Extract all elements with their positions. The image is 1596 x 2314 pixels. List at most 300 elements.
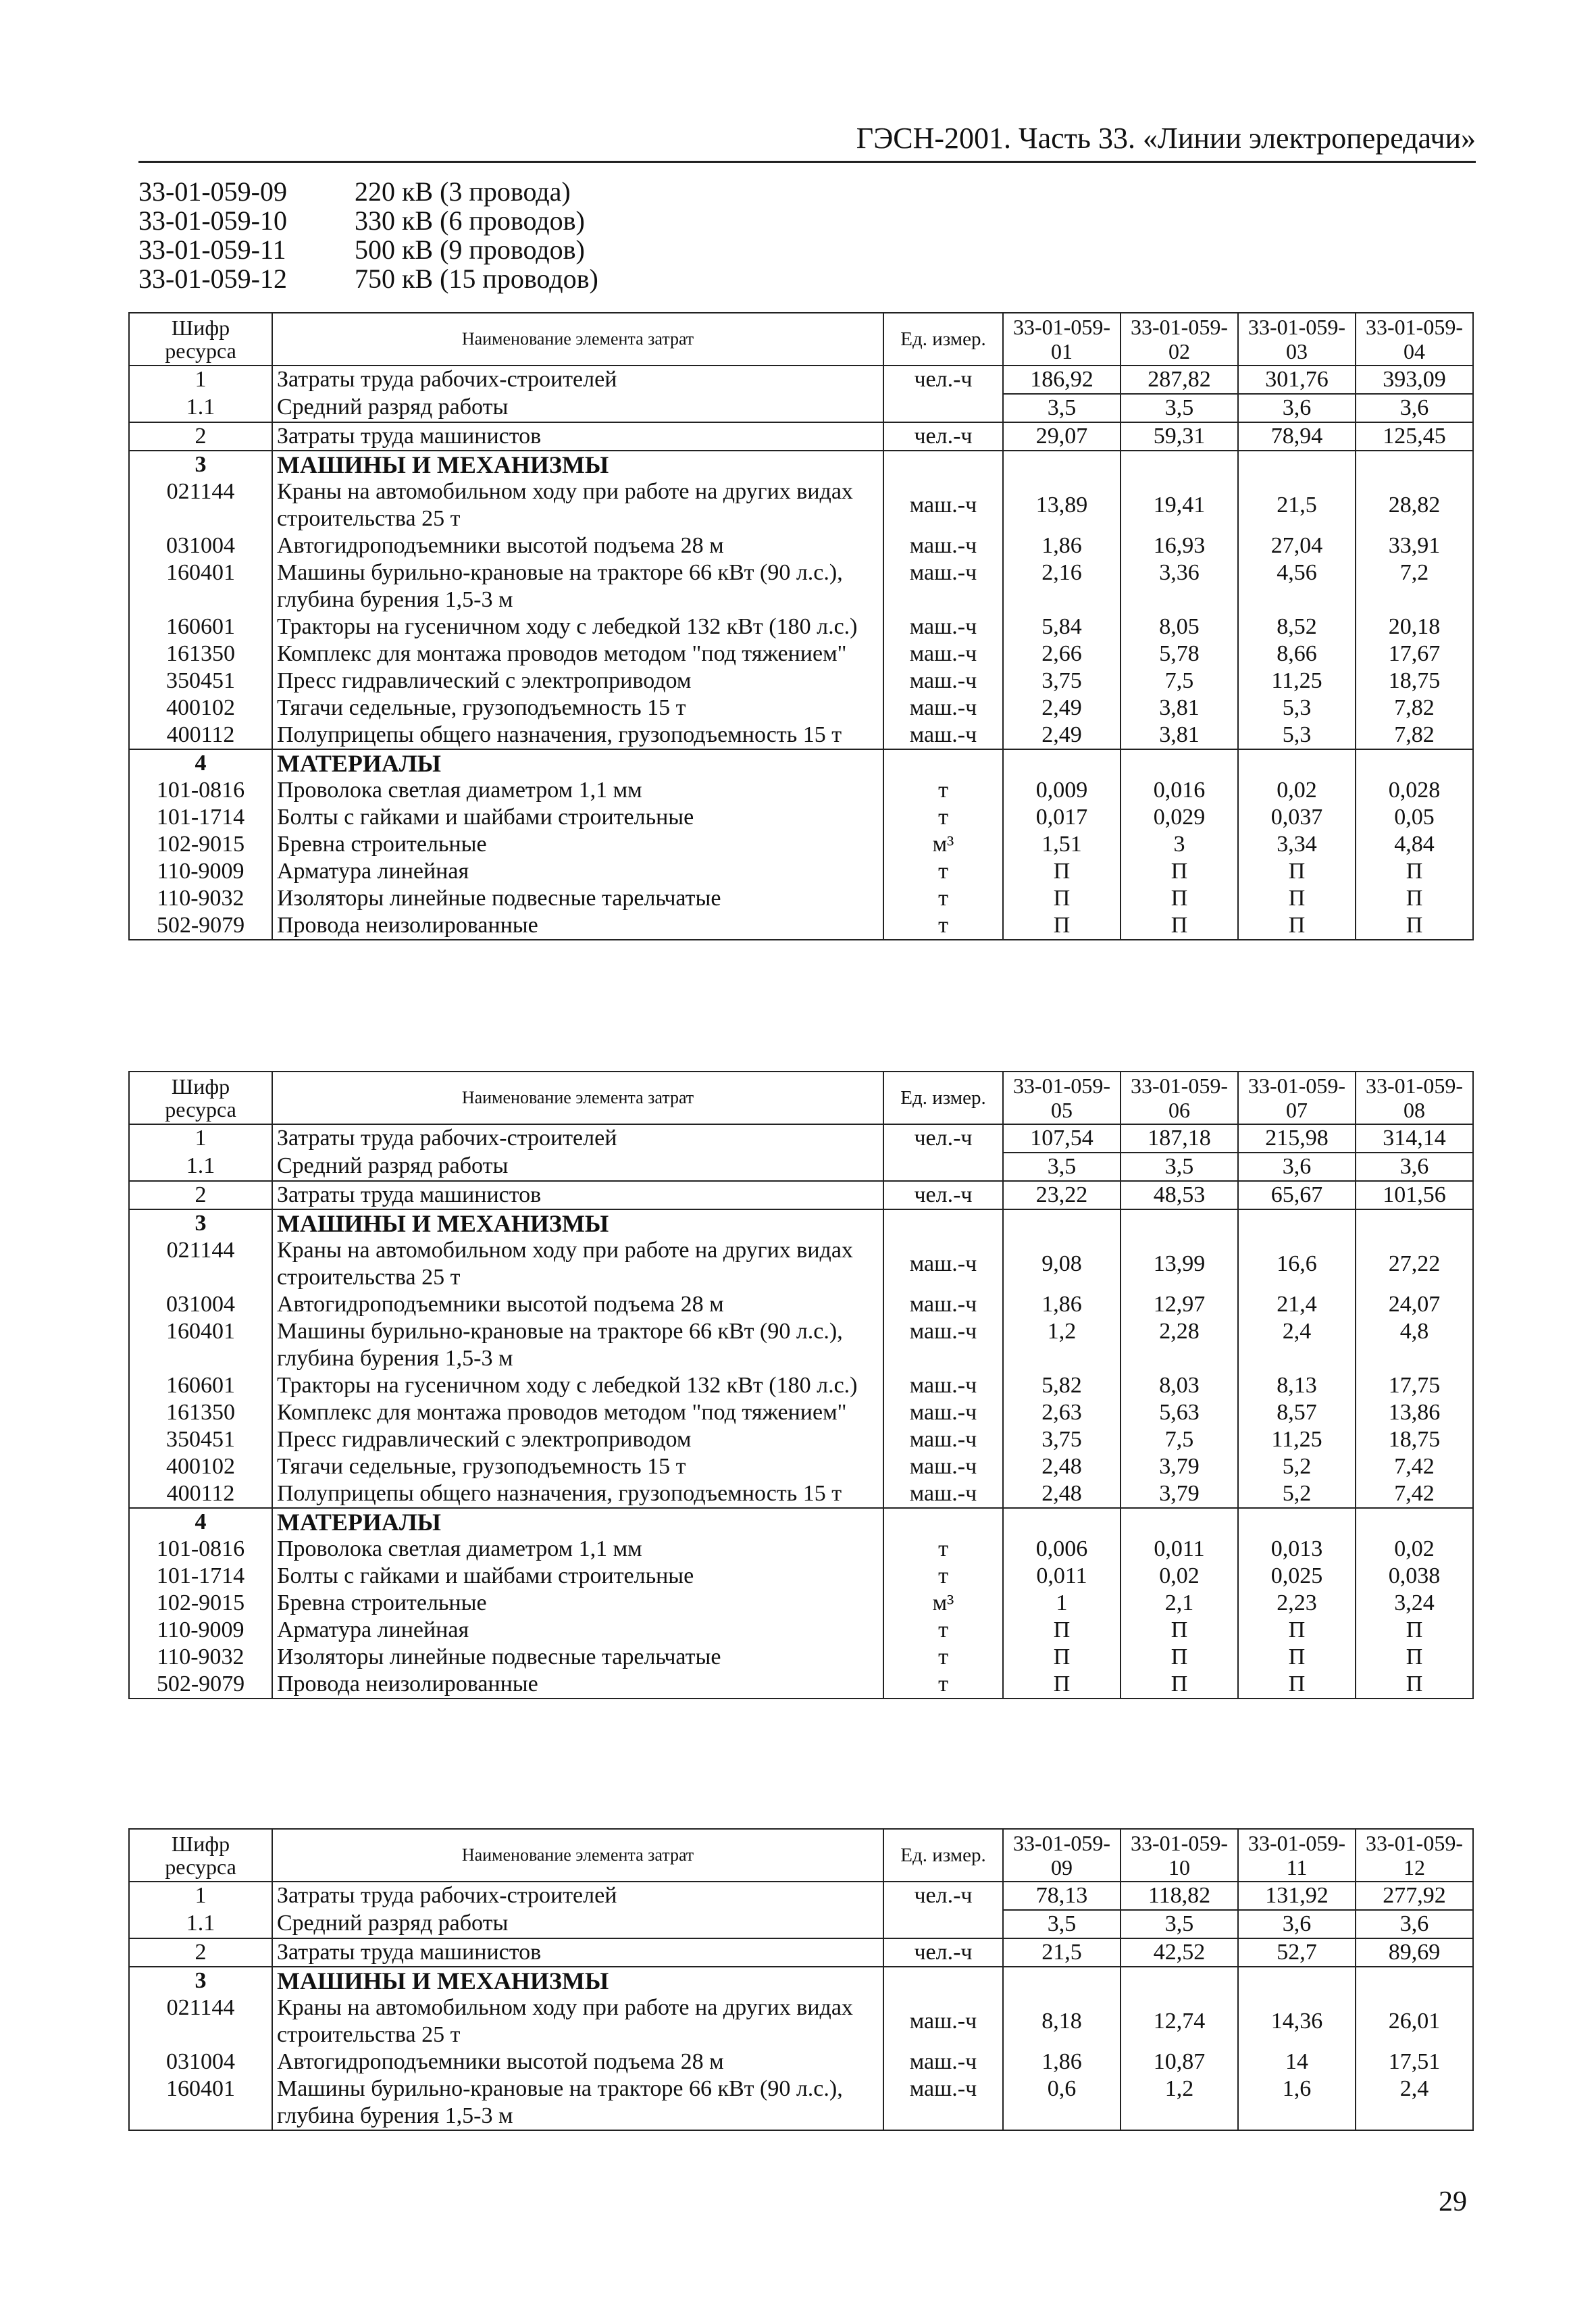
cost-value: 2,28 [1121,1318,1238,1372]
cost-value: 17,51 [1356,2048,1473,2076]
cost-value: П [1003,885,1121,912]
cost-value: 0,016 [1121,777,1238,804]
cost-element-name: Тягачи седельные, грузоподъемность 15 т [272,695,883,722]
resource-code: 110-9009 [129,858,272,885]
column-header-code: 33-01-059-05 [1003,1072,1121,1124]
cost-value: 101,56 [1356,1181,1473,1209]
resource-code: 1 [129,366,272,394]
cost-element-name: Тракторы на гусеничном ходу с лебедкой 132 кВт (180 л.с.) [272,1372,883,1399]
cost-element-name: Болты с гайками и шайбами строительные [272,804,883,831]
column-header-code: 33-01-059-02 [1121,313,1238,366]
table-row [129,422,1473,451]
cost-value [1356,749,1473,777]
cost-table-1 [128,312,1474,940]
resource-code: 160601 [129,613,272,640]
cost-element-name: Проволока светлая диаметром 1,1 мм [272,1536,883,1563]
cost-value: 215,98 [1238,1124,1356,1153]
cost-value: 1,86 [1003,1291,1121,1318]
cost-value: 187,18 [1121,1124,1238,1153]
unit-of-measure [883,1508,1003,1536]
cost-value [1356,1209,1473,1237]
cost-value [1121,451,1238,478]
resource-code: 110-9009 [129,1617,272,1644]
table-row [129,804,1473,831]
unit-of-measure: маш.-ч [883,1994,1003,2048]
cost-element-name: Тракторы на гусеничном ходу с лебедкой 132 кВт (180 л.с.) [272,613,883,640]
table-row [129,2076,1473,2130]
column-header-name: Наименование элемента затрат [272,1072,883,1124]
page-number: 29 [1439,2186,1467,2217]
cost-element-name: Краны на автомобильном ходу при работе на других видах строительства 25 т [272,1994,883,2048]
cost-value [1003,451,1121,478]
cost-value: 21,5 [1238,478,1356,532]
cost-value: 7,42 [1356,1453,1473,1480]
cost-value: П [1003,858,1121,885]
code-list-item [138,235,746,264]
unit-of-measure: маш.-ч [883,478,1003,532]
cost-value: 2,1 [1121,1590,1238,1617]
resource-code: 502-9079 [129,1671,272,1699]
table-row [129,366,1473,394]
cost-value: 287,82 [1121,366,1238,394]
unit-of-measure: чел.-ч [883,1938,1003,1967]
cost-value: П [1003,912,1121,940]
cost-value: 0,025 [1238,1563,1356,1590]
cost-value: 107,54 [1003,1124,1121,1153]
cost-value [1121,1209,1238,1237]
cost-value: 2,4 [1356,2076,1473,2130]
cost-value [1356,1508,1473,1536]
unit-of-measure: маш.-ч [883,2076,1003,2130]
cost-element-name: Арматура линейная [272,1617,883,1644]
code-description: 750 кВ (15 проводов) [355,263,598,294]
cost-value: 14,36 [1238,1994,1356,2048]
unit-of-measure [883,749,1003,777]
cost-value: 33,91 [1356,532,1473,559]
cost-value: П [1003,1671,1121,1699]
cost-value: 3,5 [1003,1153,1121,1181]
code-description: 220 кВ (3 провода) [355,176,571,207]
cost-element-name: Затраты труда рабочих-строителей [272,1124,883,1153]
column-header-code: 33-01-059-09 [1003,1829,1121,1882]
unit-of-measure: т [883,885,1003,912]
cost-value: 3 [1121,831,1238,858]
cost-value: 2,23 [1238,1590,1356,1617]
cost-value: 8,57 [1238,1399,1356,1426]
unit-of-measure: маш.-ч [883,1480,1003,1508]
table-row [129,831,1473,858]
table-header-row [129,1072,1473,1124]
cost-value: 21,4 [1238,1291,1356,1318]
cost-value: 5,2 [1238,1453,1356,1480]
cost-element-name: Затраты труда машинистов [272,1938,883,1967]
cost-element-name: МАТЕРИАЛЫ [272,1508,883,1536]
unit-of-measure: чел.-ч [883,422,1003,451]
cost-value: 7,2 [1356,559,1473,613]
table-row [129,1967,1473,1994]
resource-code: 350451 [129,668,272,695]
cost-value: 301,76 [1238,366,1356,394]
cost-value: П [1003,1617,1121,1644]
cost-value: 186,92 [1003,366,1121,394]
cost-value: 29,07 [1003,422,1121,451]
cost-element-name: Тягачи седельные, грузоподъемность 15 т [272,1453,883,1480]
cost-element-name: МАШИНЫ И МЕХАНИЗМЫ [272,1967,883,1994]
cost-value: 3,34 [1238,831,1356,858]
code: 33-01-059-10 [138,205,287,236]
cost-value: 9,08 [1003,1237,1121,1291]
cost-value: 5,78 [1121,640,1238,668]
unit-of-measure [883,1209,1003,1237]
table-row [129,1209,1473,1237]
table-row [129,1617,1473,1644]
resource-code: 102-9015 [129,1590,272,1617]
unit-of-measure: т [883,858,1003,885]
cost-element-name: Комплекс для монтажа проводов методом "под тяжением" [272,640,883,668]
resource-code: 160601 [129,1372,272,1399]
cost-value [1238,451,1356,478]
unit-of-measure: м³ [883,1590,1003,1617]
cost-value: 48,53 [1121,1181,1238,1209]
cost-value: 13,99 [1121,1237,1238,1291]
cost-value: П [1356,1617,1473,1644]
cost-value: 0,037 [1238,804,1356,831]
cost-value: 7,82 [1356,722,1473,749]
cost-element-name: Машины бурильно-крановые на тракторе 66 кВт (90 л.с.), глубина бурения 1,5-3 м [272,559,883,613]
resource-code: 110-9032 [129,1644,272,1671]
cost-value: 4,84 [1356,831,1473,858]
table-row [129,1291,1473,1318]
cost-value: 11,25 [1238,668,1356,695]
cost-value: 0,009 [1003,777,1121,804]
cost-value: 8,05 [1121,613,1238,640]
cost-value [1238,1508,1356,1536]
cost-element-name: Изоляторы линейные подвесные тарельчатые [272,1644,883,1671]
code-list-item [138,206,746,235]
cost-value: 1,51 [1003,831,1121,858]
unit-of-measure: маш.-ч [883,1237,1003,1291]
cost-value: 125,45 [1356,422,1473,451]
cost-value: 18,75 [1356,668,1473,695]
cost-value: П [1238,885,1356,912]
resource-code: 400112 [129,1480,272,1508]
column-header-code: 33-01-059-12 [1356,1829,1473,1882]
cost-value: 0,02 [1238,777,1356,804]
column-header-unit: Ед. измер. [883,313,1003,366]
resource-code: 110-9032 [129,885,272,912]
cost-value: 78,13 [1003,1882,1121,1910]
cost-value: 0,011 [1003,1563,1121,1590]
cost-element-name: Средний разряд работы [272,1153,883,1181]
cost-value: 10,87 [1121,2048,1238,2076]
cost-value: 16,93 [1121,532,1238,559]
cost-value: 0,05 [1356,804,1473,831]
table-row [129,559,1473,613]
unit-of-measure: чел.-ч [883,1882,1003,1910]
cost-value: 2,48 [1003,1480,1121,1508]
page-header [138,108,1476,163]
cost-value: 2,49 [1003,722,1121,749]
cost-value: 2,4 [1238,1318,1356,1372]
cost-value: 0,013 [1238,1536,1356,1563]
cost-value: П [1121,912,1238,940]
resource-code: 021144 [129,1994,272,2048]
cost-value [1003,1508,1121,1536]
resource-code: 021144 [129,478,272,532]
cost-element-name: Пресс гидравлический с электроприводом [272,668,883,695]
cost-element-name: Бревна строительные [272,1590,883,1617]
cost-value: 28,82 [1356,478,1473,532]
column-header-name: Наименование элемента затрат [272,313,883,366]
cost-value: 11,25 [1238,1426,1356,1453]
table-row [129,1318,1473,1372]
resource-code: 502-9079 [129,912,272,940]
document-title: ГЭСН-2001. Часть 33. «Линии электропередачи» [856,122,1476,155]
resource-code: 160401 [129,559,272,613]
cost-value: 7,82 [1356,695,1473,722]
cost-value: 5,3 [1238,722,1356,749]
resource-code: 4 [129,749,272,777]
cost-value: 314,14 [1356,1124,1473,1153]
resource-code: 1.1 [129,1910,272,1938]
cost-element-name: Автогидроподъемники высотой подъема 28 м [272,2048,883,2076]
table-row [129,1938,1473,1967]
cost-element-name: Комплекс для монтажа проводов методом "под тяжением" [272,1399,883,1426]
cost-element-name: Бревна строительные [272,831,883,858]
table-row [129,394,1473,422]
cost-value: П [1238,858,1356,885]
cost-value: П [1238,1671,1356,1699]
unit-of-measure: чел.-ч [883,1181,1003,1209]
cost-value: 20,18 [1356,613,1473,640]
table-row [129,777,1473,804]
cost-value: 27,22 [1356,1237,1473,1291]
cost-value: 5,2 [1238,1480,1356,1508]
cost-value: 3,6 [1356,394,1473,422]
cost-element-name: Затраты труда машинистов [272,422,883,451]
cost-value: 8,03 [1121,1372,1238,1399]
table-row [129,1590,1473,1617]
code-list-item [138,177,746,206]
column-header-code: 33-01-059-04 [1356,313,1473,366]
cost-value: 3,6 [1356,1910,1473,1938]
cost-table-3 [128,1828,1474,2131]
cost-value: 1,86 [1003,2048,1121,2076]
resource-code: 400102 [129,1453,272,1480]
cost-value: П [1121,885,1238,912]
cost-value: 17,75 [1356,1372,1473,1399]
resource-code: 031004 [129,532,272,559]
cost-value: 8,66 [1238,640,1356,668]
cost-value: 0,02 [1356,1536,1473,1563]
table-row [129,1563,1473,1590]
table-row [129,1480,1473,1508]
table-header-row [129,1829,1473,1882]
cost-value: 4,56 [1238,559,1356,613]
cost-value: 5,82 [1003,1372,1121,1399]
unit-of-measure [883,1910,1003,1938]
table-row [129,668,1473,695]
column-header-code: 33-01-059-06 [1121,1072,1238,1124]
cost-value: 3,5 [1121,1153,1238,1181]
cost-value: 3,75 [1003,1426,1121,1453]
cost-value: 5,84 [1003,613,1121,640]
unit-of-measure: маш.-ч [883,1426,1003,1453]
table-row [129,2048,1473,2076]
resource-code: 101-0816 [129,1536,272,1563]
unit-of-measure: чел.-ч [883,366,1003,394]
cost-value: 0,006 [1003,1536,1121,1563]
cost-value: 65,67 [1238,1181,1356,1209]
column-header-name: Наименование элемента затрат [272,1829,883,1882]
resource-code: 161350 [129,640,272,668]
code-list [138,177,746,293]
cost-value: 17,67 [1356,640,1473,668]
unit-of-measure: т [883,1671,1003,1699]
cost-value: 3,5 [1003,1910,1121,1938]
code-list-item [138,264,746,293]
cost-value [1356,1967,1473,1994]
cost-value: П [1121,1644,1238,1671]
cost-value: 131,92 [1238,1882,1356,1910]
cost-element-name: Пресс гидравлический с электроприводом [272,1426,883,1453]
table-row [129,1453,1473,1480]
cost-value: 3,79 [1121,1453,1238,1480]
cost-value: 8,18 [1003,1994,1121,2048]
cost-value: 7,42 [1356,1480,1473,1508]
cost-element-name: МАШИНЫ И МЕХАНИЗМЫ [272,451,883,478]
code: 33-01-059-11 [138,234,286,265]
resource-code: 2 [129,422,272,451]
cost-element-name: Автогидроподъемники высотой подъема 28 м [272,532,883,559]
unit-of-measure: маш.-ч [883,1318,1003,1372]
cost-value: 2,49 [1003,695,1121,722]
cost-value: 89,69 [1356,1938,1473,1967]
cost-element-name: Изоляторы линейные подвесные тарельчатые [272,885,883,912]
resource-code: 1 [129,1124,272,1153]
cost-value: 52,7 [1238,1938,1356,1967]
table-row [129,912,1473,940]
cost-element-name: Затраты труда рабочих-строителей [272,366,883,394]
cost-value: 7,5 [1121,668,1238,695]
cost-value: П [1238,1617,1356,1644]
resource-code: 101-1714 [129,804,272,831]
resource-code: 400112 [129,722,272,749]
cost-value: 0,028 [1356,777,1473,804]
column-header-code: 33-01-059-01 [1003,313,1121,366]
table-row [129,1237,1473,1291]
column-header-code: 33-01-059-07 [1238,1072,1356,1124]
cost-value: 16,6 [1238,1237,1356,1291]
code-description: 330 кВ (6 проводов) [355,205,585,236]
cost-value: 5,63 [1121,1399,1238,1426]
cost-value: 3,5 [1121,394,1238,422]
table-row [129,1671,1473,1699]
table-row [129,1882,1473,1910]
cost-value [1003,1209,1121,1237]
cost-value: 3,6 [1238,1153,1356,1181]
cost-value: 3,24 [1356,1590,1473,1617]
column-header-resource: Шифр ресурса [129,1072,272,1124]
cost-element-name: Провода неизолированные [272,912,883,940]
cost-value [1121,1967,1238,1994]
cost-element-name: Краны на автомобильном ходу при работе на других видах строительства 25 т [272,1237,883,1291]
cost-value: 0,011 [1121,1536,1238,1563]
cost-value: 1 [1003,1590,1121,1617]
cost-element-name: Затраты труда машинистов [272,1181,883,1209]
table-row [129,1153,1473,1181]
cost-value: 24,07 [1356,1291,1473,1318]
cost-value: 3,79 [1121,1480,1238,1508]
cost-value: 0,02 [1121,1563,1238,1590]
table-row [129,478,1473,532]
cost-value: П [1356,885,1473,912]
resource-code: 031004 [129,1291,272,1318]
cost-value: 19,41 [1121,478,1238,532]
column-header-resource: Шифр ресурса [129,1829,272,1882]
cost-value: П [1121,858,1238,885]
cost-value: 12,74 [1121,1994,1238,2048]
table-header-row [129,313,1473,366]
cost-value: 59,31 [1121,422,1238,451]
unit-of-measure: т [883,804,1003,831]
unit-of-measure: маш.-ч [883,695,1003,722]
unit-of-measure: маш.-ч [883,1291,1003,1318]
resource-code: 160401 [129,1318,272,1372]
cost-value: 3,6 [1238,394,1356,422]
unit-of-measure: чел.-ч [883,1124,1003,1153]
unit-of-measure [883,1153,1003,1181]
cost-element-name: Машины бурильно-крановые на тракторе 66 кВт (90 л.с.), глубина бурения 1,5-3 м [272,1318,883,1372]
cost-value: 2,48 [1003,1453,1121,1480]
resource-code: 350451 [129,1426,272,1453]
cost-value: 3,75 [1003,668,1121,695]
table-row [129,749,1473,777]
column-header-code: 33-01-059-10 [1121,1829,1238,1882]
cost-value [1121,749,1238,777]
cost-value: 8,13 [1238,1372,1356,1399]
cost-value: 3,5 [1003,394,1121,422]
column-header-code: 33-01-059-08 [1356,1072,1473,1124]
cost-value: 5,3 [1238,695,1356,722]
code: 33-01-059-12 [138,263,287,294]
resource-code: 2 [129,1938,272,1967]
unit-of-measure: маш.-ч [883,1372,1003,1399]
table-row [129,640,1473,668]
cost-value: П [1356,1644,1473,1671]
cost-value: П [1356,912,1473,940]
resource-code: 400102 [129,695,272,722]
table-row [129,1508,1473,1536]
column-header-code: 33-01-059-11 [1238,1829,1356,1882]
unit-of-measure: маш.-ч [883,722,1003,749]
cost-value: П [1356,1671,1473,1699]
unit-of-measure [883,1967,1003,1994]
table-row [129,1124,1473,1153]
resource-code: 101-0816 [129,777,272,804]
cost-element-name: Автогидроподъемники высотой подъема 28 м [272,1291,883,1318]
cost-element-name: Полуприцепы общего назначения, грузоподъемность 15 т [272,1480,883,1508]
cost-element-name: Провода неизолированные [272,1671,883,1699]
cost-element-name: Полуприцепы общего назначения, грузоподъемность 15 т [272,722,883,749]
table-row [129,1426,1473,1453]
unit-of-measure: т [883,912,1003,940]
cost-value: 1,2 [1003,1318,1121,1372]
unit-of-measure: т [883,1536,1003,1563]
cost-value [1238,749,1356,777]
code-description: 500 кВ (9 проводов) [355,234,585,265]
table-row [129,451,1473,478]
